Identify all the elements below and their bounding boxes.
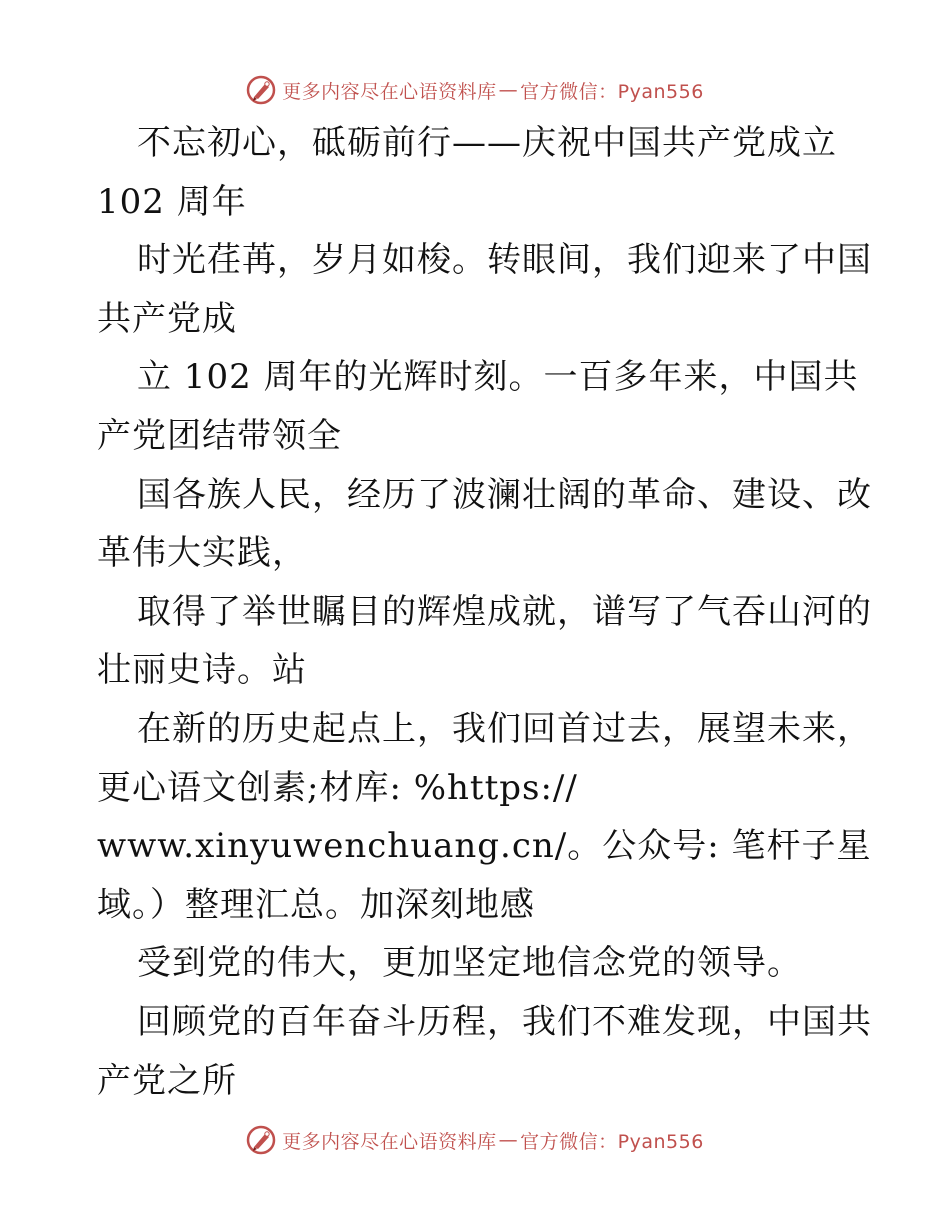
document-body	[97, 114, 897, 1110]
text-line: 取得了举世瞩目的辉煌成就，谱写了气吞山河的	[137, 591, 872, 632]
text-line: 时光荏苒，岁月如梭。转眼间，我们迎来了中国	[137, 240, 872, 281]
text-line: 立 102 周年的光辉时刻。一百多年来，中国共	[137, 357, 859, 398]
text-line: 共产党成	[97, 298, 237, 339]
pen-logo-icon	[246, 75, 276, 105]
pen-logo-icon	[246, 1125, 276, 1155]
watermark-main-text: 更多内容尽在心语资料库	[282, 1130, 497, 1153]
text-line: www.xinyuwenchuang.cn/。公众号: 笔杆子星	[97, 826, 872, 867]
text-line: 壮丽史诗。站	[97, 650, 307, 691]
text-line: 域。）整理汇总。加深刻地感	[97, 884, 535, 925]
text-line: 革伟大实践，	[97, 533, 307, 574]
text-line: 不忘初心，砥砺前行——庆祝中国共产党成立	[137, 123, 837, 163]
text-line: 102 周年	[97, 181, 247, 222]
watermark-sub-text: 官方微信：Pyan556	[520, 80, 704, 103]
footer-watermark	[0, 1120, 950, 1160]
text-line: 受到党的伟大，更加坚定地信念党的领导。	[137, 943, 802, 984]
watermark-separator: —	[498, 79, 519, 101]
watermark-sub-text: 官方微信：Pyan556	[520, 1130, 704, 1153]
text-line: 产党团结带领全	[97, 415, 342, 456]
text-line: 更心语文创素;材库: %https://	[97, 767, 578, 808]
text-line: 产党之所	[97, 1060, 237, 1101]
text-line: 在新的历史起点上，我们回首过去，展望未来，	[137, 708, 872, 749]
text-line: 国各族人民，经历了波澜壮阔的革命、建设、改	[137, 474, 872, 515]
header-watermark	[0, 70, 950, 110]
watermark-separator: —	[498, 1129, 519, 1151]
watermark-main-text: 更多内容尽在心语资料库	[282, 80, 497, 103]
text-line: 回顾党的百年奋斗历程，我们不难发现，中国共	[137, 1001, 872, 1042]
